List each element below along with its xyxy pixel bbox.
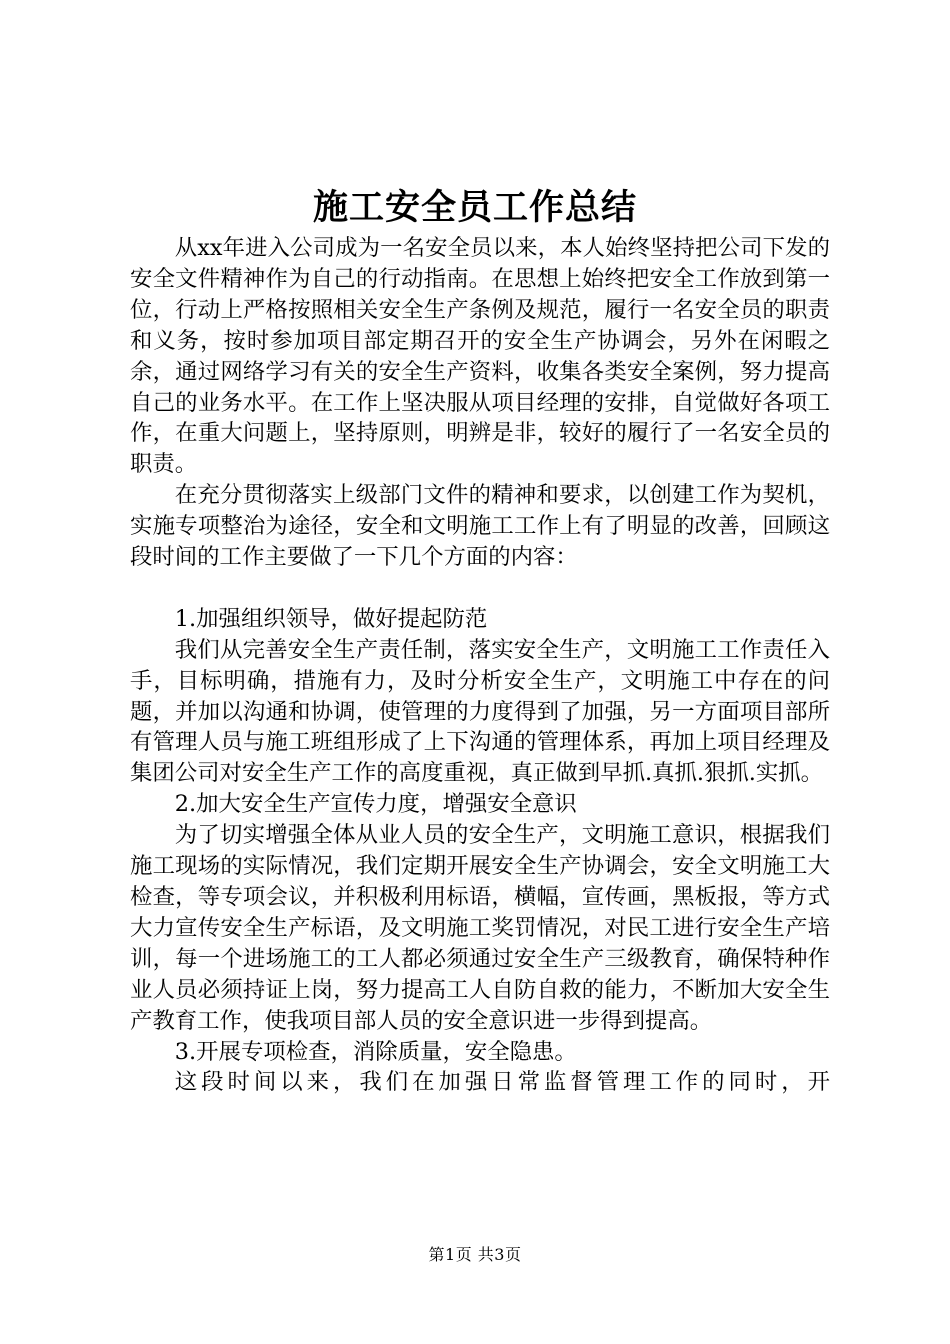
section-heading-2: 2.加大安全生产宣传力度，增强安全意识 bbox=[174, 791, 577, 818]
section-heading-1: 1.加强组织领导，做好提起防范 bbox=[174, 605, 488, 632]
page-footer: 第1页 共3页 bbox=[428, 1245, 522, 1264]
paragraph-section-1: 我们从完善安全生产责任制，落实安全生产，文明施工工作责任入手，目标明确，措施有力，及时分析安全生产，文明施工中存在的问题，并加以沟通和协调，使管理的力度得到了加强，另一方面项目部所有管理人员与施工班组形成了上下沟通的管理体系，再加上项目经理及集团公司对安全生产工作的高度重视，真正做到早抓.真抓.狠抓.实抓。 bbox=[130, 636, 830, 787]
section-heading-3: 3.开展专项检查，消除质量，安全隐患。 bbox=[174, 1038, 577, 1065]
blank-line bbox=[130, 573, 830, 604]
paragraph-intro: 从xx年进入公司成为一名安全员以来，本人始终坚持把公司下发的安全文件精神作为自己的行动指南。在思想上始终把安全工作放到第一位，行动上严格按照相关安全生产条例及规范，履行一名安全员的职责和义务，按时参加项目部定期召开的安全生产协调会，另外在闲暇之余，通过网络学习有关的安全生产资料，收集各类安全案例，努力提高自己的业务水平。在工作上坚决服从项目经理的安排，自觉做好各项工作，在重大问题上，坚持原则，明辨是非，较好的履行了一名安全员的职责。 bbox=[130, 235, 830, 478]
document-title: 施工安全员工作总结 bbox=[312, 187, 637, 228]
paragraph-section-3: 这段时间以来，我们在加强日常监督管理工作的同时，开 bbox=[174, 1069, 830, 1096]
paragraph-section-2: 为了切实增强全体从业人员的安全生产，文明施工意识，根据我们施工现场的实际情况，我们定期开展安全生产协调会，安全文明施工大检查，等专项会议，并积极利用标语，横幅，宣传画，黑板报，等方式大力宣传安全生产标语，及文明施工奖罚情况，对民工进行安全生产培训，每一个进场施工的工人都必须通过安全生产三级教育，确保特种作业人员必须持证上岗，努力提高工人自防自救的能力，不断加大安全生产教育工作，使我项目部人员的安全意识进一步得到提高。 bbox=[130, 822, 830, 1034]
document-body bbox=[130, 233, 830, 1098]
paragraph-overview: 在充分贯彻落实上级部门文件的精神和要求，以创建工作为契机，实施专项整治为途径，安全和文明施工工作上有了明显的改善，回顾这段时间的工作主要做了一下几个方面的内容： bbox=[130, 482, 830, 571]
